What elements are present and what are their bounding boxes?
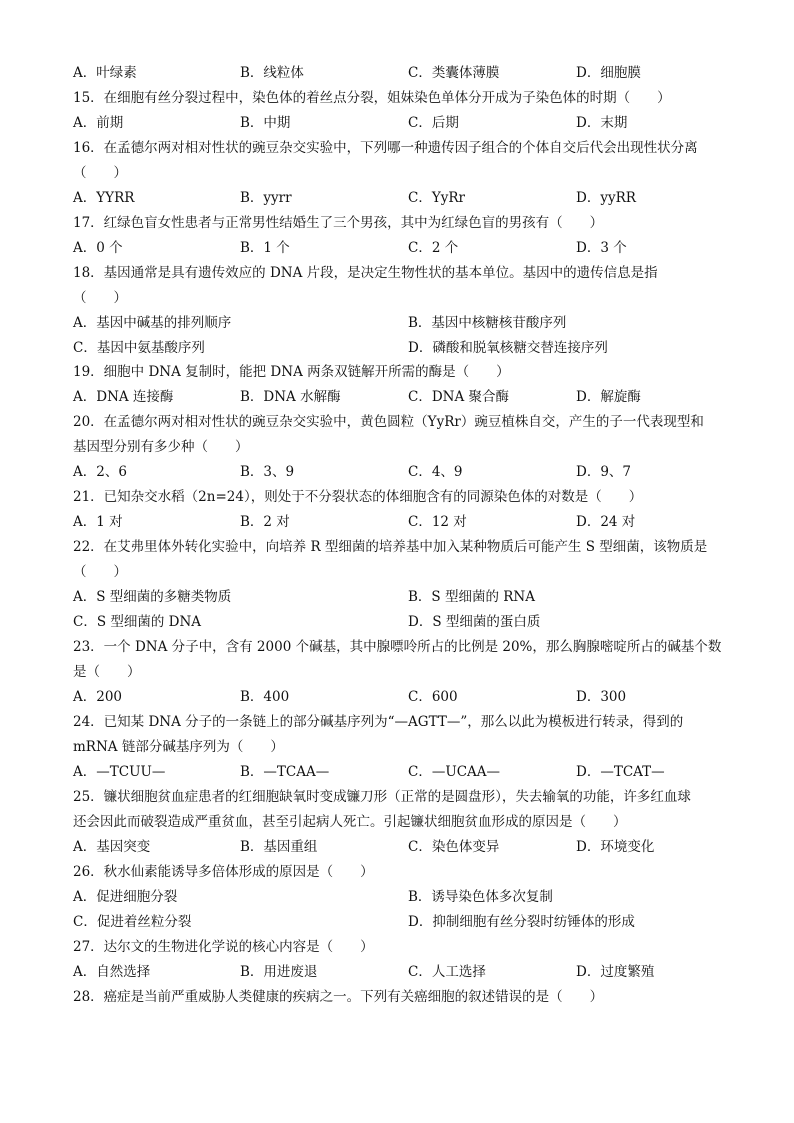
q24-option-d: D．—TCAT—: [576, 764, 665, 780]
q15-option-d: D．末期: [576, 115, 628, 131]
q28-stem: 28．癌症是当前严重威胁人类健康的疾病之一。下列有关癌细胞的叙述错误的是（ ）: [73, 989, 604, 1005]
q14-option-b: B．线粒体: [240, 65, 304, 81]
q26-stem: 26．秋水仙素能诱导多倍体形成的原因是（ ）: [73, 864, 374, 880]
q26-option-d: D．抑制细胞有丝分裂时纺锤体的形成: [408, 914, 635, 930]
q18-option-c: C．基因中氨基酸序列: [73, 340, 205, 356]
q23-option-c: C．600: [408, 689, 458, 705]
q24-stem-cont: mRNA 链部分碱基序列为（ ）: [73, 739, 284, 755]
q26-option-a: A．促进细胞分裂: [73, 889, 178, 905]
q18-option-a: A．基因中碱基的排列顺序: [73, 315, 232, 331]
q18-stem-cont: （ ）: [73, 290, 127, 306]
q22-option-d: D．S 型细菌的蛋白质: [408, 614, 541, 630]
q26-option-c: C．促进着丝粒分裂: [73, 914, 192, 930]
q20-option-c: C．4、9: [408, 464, 463, 480]
q16-option-b: B．yyrr: [240, 190, 292, 206]
q27-option-d: D．过度繁殖: [576, 964, 655, 980]
q16-option-a: A．YYRR: [73, 190, 135, 206]
q16-stem-cont: （ ）: [73, 165, 127, 181]
q27-option-b: B．用进废退: [240, 964, 318, 980]
q22-option-c: C．S 型细菌的 DNA: [73, 614, 202, 630]
q15-stem: 15．在细胞有丝分裂过程中，染色体的着丝点分裂，姐妹染色单体分开成为子染色体的时期（ ）: [73, 90, 671, 106]
q19-option-d: D．解旋酶: [576, 389, 641, 405]
q17-option-c: C．2 个: [408, 240, 459, 256]
q20-stem: 20．在孟德尔两对相对性状的豌豆杂交实验中，黄色圆粒（YyRr）豌豆植株自交，产生的子一代表现型和: [73, 414, 704, 430]
q18-option-b: B．基因中核糖核苷酸序列: [408, 315, 567, 331]
q24-stem: 24．已知某 DNA 分子的一条链上的部分碱基序列为“—AGTT—”，那么以此为模板进行转录，得到的: [73, 714, 684, 730]
q23-stem-cont: 是（ ）: [73, 664, 141, 680]
q25-option-a: A．基因突变: [73, 839, 151, 855]
q25-option-d: D．环境变化: [576, 839, 655, 855]
q23-option-d: D．300: [576, 689, 627, 705]
q17-option-b: B．1 个: [240, 240, 290, 256]
q21-option-c: C．12 对: [408, 514, 467, 530]
q20-stem-cont: 基因型分别有多少种（ ）: [73, 439, 249, 455]
q22-option-b: B．S 型细菌的 RNA: [408, 589, 535, 605]
q20-option-a: A．2、6: [73, 464, 127, 480]
q19-stem: 19．细胞中 DNA 复制时，能把 DNA 两条双链解开所需的酶是（ ）: [73, 364, 510, 380]
q23-option-b: B．400: [240, 689, 290, 705]
q22-stem: 22．在艾弗里体外转化实验中，向培养 R 型细菌的培养基中加入某种物质后可能产生 S 型细菌，该物质是: [73, 539, 708, 555]
q16-stem: 16．在孟德尔两对相对性状的豌豆杂交实验中，下列哪一种遗传因子组合的个体自交后代会出现性状分离: [73, 140, 698, 156]
q15-option-a: A．前期: [73, 115, 124, 131]
q25-stem-cont: 还会因此而破裂造成严重贫血，甚至引起病人死亡。引起镰状细胞贫血形成的原因是（ ）: [73, 814, 627, 830]
q24-option-c: C．—UCAA—: [408, 764, 501, 780]
q21-option-b: B．2 对: [240, 514, 290, 530]
q27-option-a: A．自然选择: [73, 964, 151, 980]
q24-option-a: A．—TCUU—: [73, 764, 166, 780]
q16-option-c: C．YyRr: [408, 190, 465, 206]
q25-option-b: B．基因重组: [240, 839, 318, 855]
q15-option-b: B．中期: [240, 115, 291, 131]
q25-stem: 25．镰状细胞贫血症患者的红细胞缺氧时变成镰刀形（正常的是圆盘形），失去输氧的功能，许多红血球: [73, 789, 691, 805]
q21-option-a: A．1 对: [73, 514, 123, 530]
q17-option-a: A．0 个: [73, 240, 123, 256]
q18-option-d: D．磷酸和脱氧核糖交替连接序列: [408, 340, 608, 356]
q21-stem: 21．已知杂交水稻（2n=24），则处于不分裂状态的体细胞含有的同源染色体的对数是（ ）: [73, 489, 643, 505]
q16-option-d: D．yyRR: [576, 190, 636, 206]
q23-stem: 23．一个 DNA 分子中，含有 2000 个碱基，其中腺嘌呤所占的比例是 20%，那么胸腺嘧啶所占的碱基个数: [73, 639, 722, 655]
q14-option-d: D．细胞膜: [576, 65, 641, 81]
q20-option-b: B．3、9: [240, 464, 295, 480]
q15-option-c: C．后期: [408, 115, 459, 131]
q18-stem: 18．基因通常是具有遗传效应的 DNA 片段，是决定生物性状的基本单位。基因中的遗传信息是指: [73, 265, 658, 281]
q20-option-d: D．9、7: [576, 464, 632, 480]
q19-option-b: B．DNA 水解酶: [240, 389, 341, 405]
q27-stem: 27．达尔文的生物进化学说的核心内容是（ ）: [73, 939, 374, 955]
q25-option-c: C．染色体变异: [408, 839, 500, 855]
q23-option-a: A．200: [73, 689, 123, 705]
q27-option-c: C．人工选择: [408, 964, 486, 980]
q21-option-d: D．24 对: [576, 514, 636, 530]
q19-option-c: C．DNA 聚合酶: [408, 389, 510, 405]
q17-option-d: D．3 个: [576, 240, 627, 256]
q22-option-a: A．S 型细菌的多糖类物质: [73, 589, 232, 605]
q14-option-a: A．叶绿素: [73, 65, 137, 81]
q14-option-c: C．类囊体薄膜: [408, 65, 500, 81]
q17-stem: 17．红绿色盲女性患者与正常男性结婚生了三个男孩，其中为红绿色盲的男孩有（ ）: [73, 215, 604, 231]
q19-option-a: A．DNA 连接酶: [73, 389, 174, 405]
q22-stem-cont: （ ）: [73, 564, 127, 580]
q24-option-b: B．—TCAA—: [240, 764, 330, 780]
q26-option-b: B．诱导染色体多次复制: [408, 889, 553, 905]
